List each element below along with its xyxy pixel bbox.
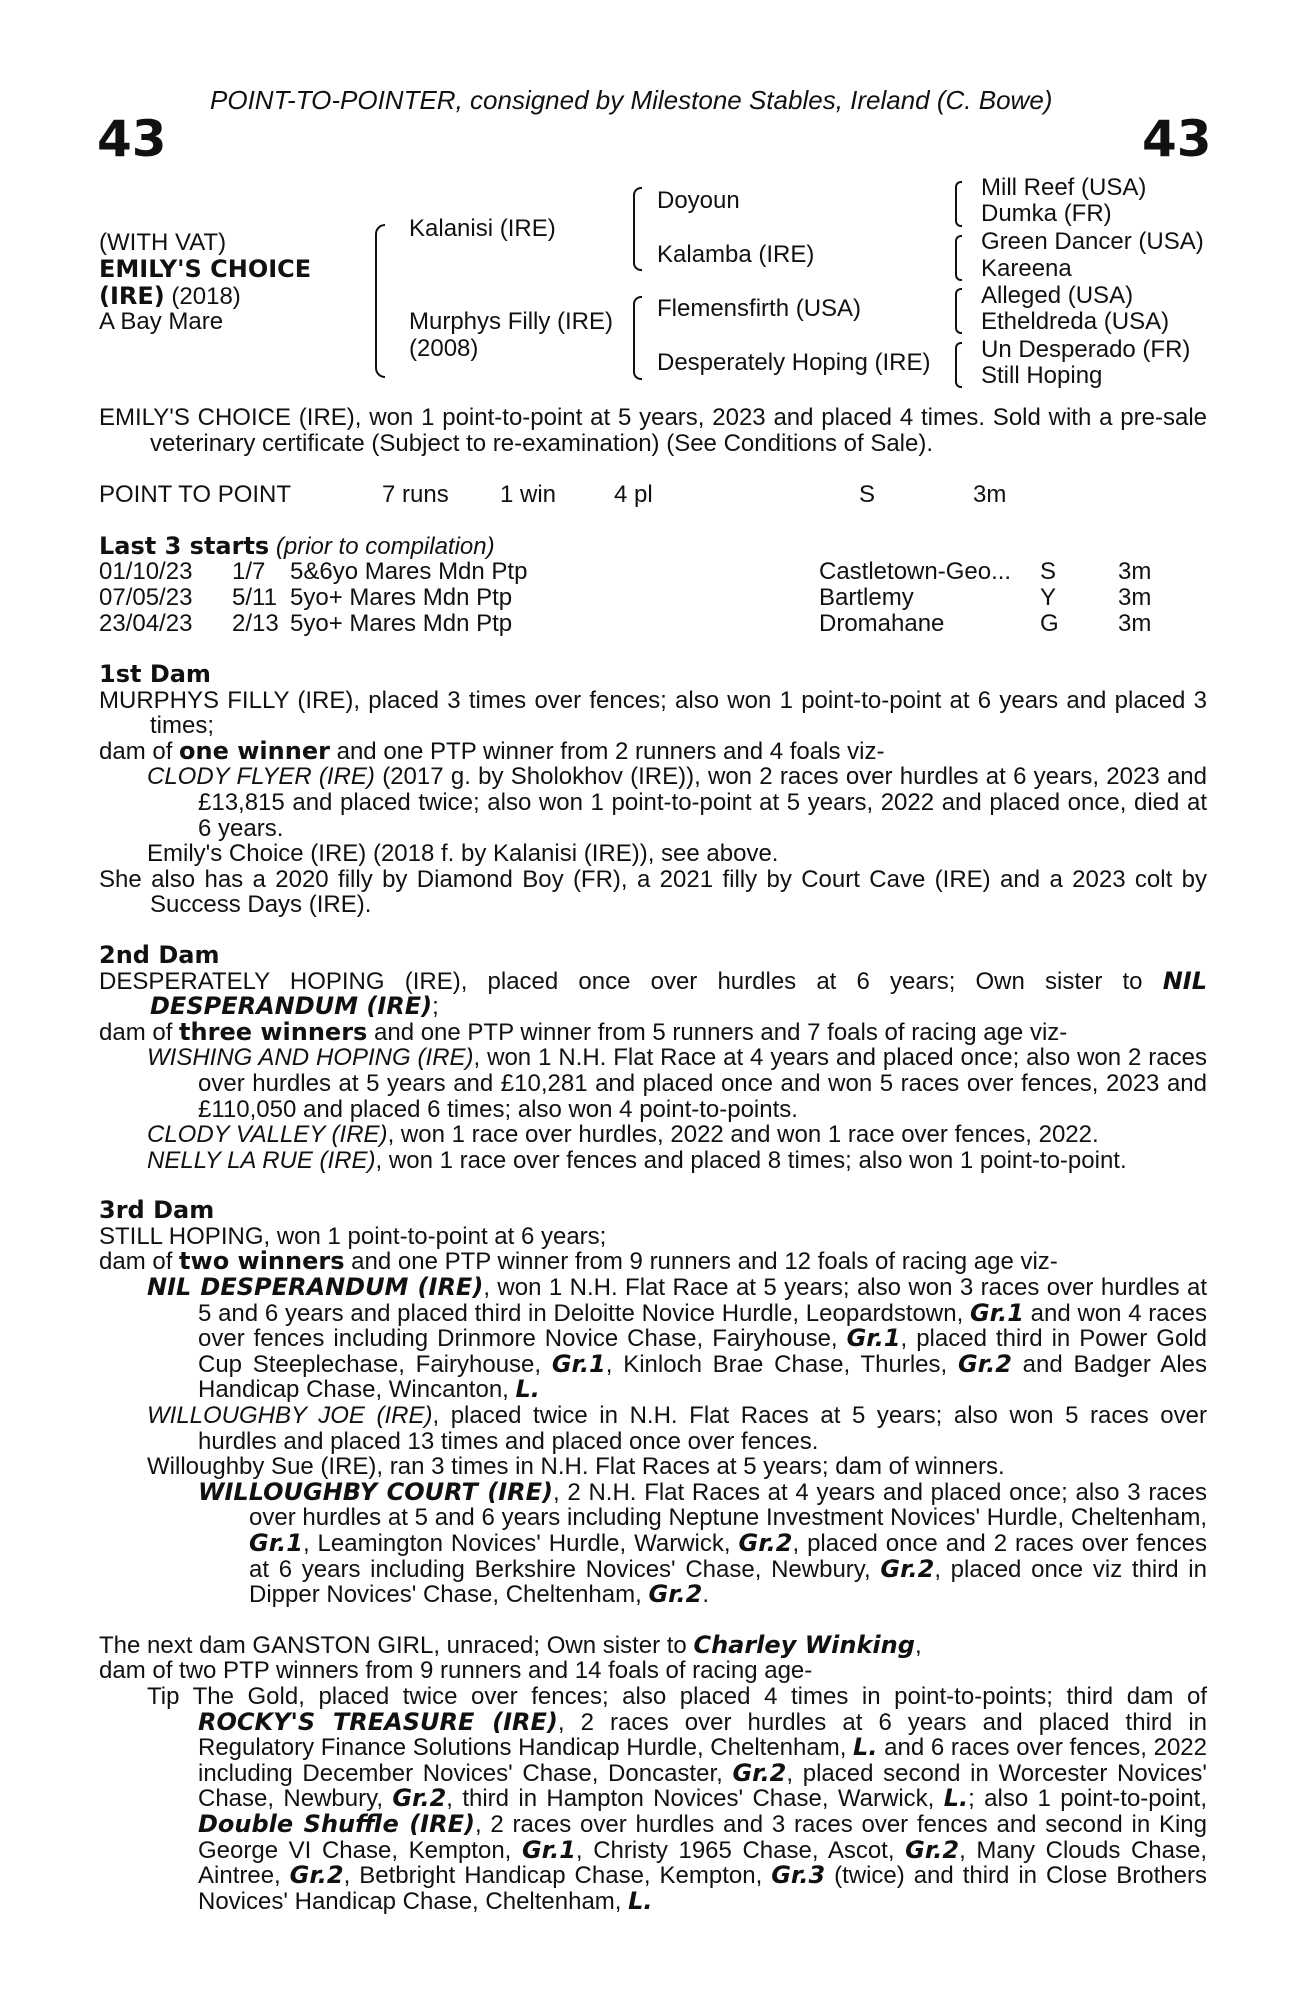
progeny-name: Double Shuffle (IRE) xyxy=(198,1809,475,1838)
dam2-heading: 2nd Dam xyxy=(99,940,220,969)
next-dam-progeny xyxy=(99,1684,1207,1914)
progeny-text: , placed third in Power Gold Cup Steeplechase, Fairyhouse, xyxy=(198,1325,1207,1378)
progeny-name: WILLOUGHBY JOE (IRE) xyxy=(147,1402,433,1430)
grade: L. xyxy=(628,1886,653,1915)
progeny-text: , Christy 1965 Chase, Ascot, xyxy=(575,1836,906,1864)
dam2-winners: three winners xyxy=(179,1017,368,1046)
pedigree-ddd: Still Hoping xyxy=(981,362,1103,389)
progeny-text: and 6 races over fences, 2022 including December Novices' Chase, Doncaster, xyxy=(198,1734,1207,1787)
dam1-intro: MURPHYS FILLY (IRE), placed 3 times over fences; also won 1 point-to-point at 6 years and placed 3 times; xyxy=(99,686,1207,740)
progeny-name: NELLY LA RUE (IRE) xyxy=(147,1146,376,1174)
progeny-text: and Badger Ales Handicap Chase, Wincanton, xyxy=(198,1350,1207,1404)
progeny-text: , won 1 N.H. Flat Race at 5 years; also won 3 races over hurdles at 5 and 6 years and placed third in Deloitte Novice Hurdle, Leopardstown, xyxy=(198,1274,1208,1327)
brace-g4 xyxy=(955,342,962,388)
grade: Gr.1 xyxy=(521,1835,576,1864)
next-intro-a: The next dam GANSTON GIRL, unraced; Own sister to xyxy=(99,1631,694,1659)
start-dist: 3m xyxy=(1118,558,1152,585)
progeny-text: , Kinloch Brae Chase, Thurles, xyxy=(605,1350,958,1378)
dam3-progeny-2 xyxy=(99,1403,1207,1454)
pedigree-dds: Un Desperado (FR) xyxy=(981,336,1191,363)
grade: Gr.1 xyxy=(969,1298,1024,1327)
dam1-winners: one winner xyxy=(179,736,330,765)
grade: Gr.2 xyxy=(880,1554,935,1583)
dam3-progeny-1 xyxy=(99,1275,1207,1403)
lot-number-right: 43 xyxy=(1142,110,1212,168)
dam2-sister: NIL DESPERANDUM (IRE) xyxy=(150,966,1207,1021)
start-going: Y xyxy=(1040,584,1057,611)
dam2-progeny-1 xyxy=(99,1045,1207,1122)
progeny-text: , won 1 race over fences and placed 8 times; also won 1 point-to-point. xyxy=(375,1146,1127,1174)
grade: Gr.2 xyxy=(648,1580,703,1609)
progeny-name: CLODY FLYER (IRE) xyxy=(147,763,375,791)
progeny-text: , 2 N.H. Flat Races at 4 years and placed once; also 3 races over hurdles at 5 and 6 years including Neptune Investment Novices' Hurdle, Cheltenham, xyxy=(249,1478,1208,1532)
progeny-text: , 2 races over hurdles at 6 years and placed third in Regulatory Finance Solutions Handicap Hurdle, Cheltenham, xyxy=(198,1708,1208,1762)
grade: Gr.1 xyxy=(846,1324,901,1353)
progeny-name: NIL DESPERANDUM (IRE) xyxy=(147,1273,484,1302)
dam3-damof-a: dam of xyxy=(99,1248,180,1276)
dam2-progeny-3 xyxy=(99,1148,1207,1174)
horse-suffix-line xyxy=(99,283,241,310)
start-date: 01/10/23 xyxy=(99,558,193,585)
dam2-damof xyxy=(99,1017,1207,1046)
progeny-text: , third in Hampton Novices' Chase, Warwick, xyxy=(446,1785,944,1813)
start-dist: 3m xyxy=(1118,584,1152,611)
progeny-name: CLODY VALLEY (IRE) xyxy=(147,1121,388,1149)
ptp-wins: 1 win xyxy=(500,481,557,508)
spacer xyxy=(99,918,1207,943)
grade: Gr.1 xyxy=(249,1529,303,1557)
last-starts-note: (prior to compilation) xyxy=(275,533,495,560)
brace-g2 xyxy=(955,235,962,281)
grade: Gr.2 xyxy=(957,1349,1012,1378)
progeny-text: . xyxy=(702,1581,710,1609)
pedigree-ss: Doyoun xyxy=(657,187,740,214)
progeny-name: ROCKY'S TREASURE (IRE) xyxy=(198,1707,558,1736)
horse-description: A Bay Mare xyxy=(99,308,224,335)
start-going: S xyxy=(1040,558,1057,585)
grade: L. xyxy=(943,1784,969,1813)
summary xyxy=(99,405,1207,456)
progeny-text: , placed second in Worcester Novices' Chase, Newbury, xyxy=(198,1759,1208,1813)
progeny-text: , won 1 N.H. Flat Race at 4 years and placed once; also won 2 races over hurdles at 5 years and £10,281 and placed once and won 5 races over fences, 2023 and £110,050 and placed 6 times; also won 4 point-to-points. xyxy=(198,1044,1207,1123)
progeny-text: , 2 races over hurdles and 3 races over fences and second in King George VI Chase, Kempton, xyxy=(198,1810,1207,1864)
progeny-text: , placed once and 2 races over fences at 6 years including Berkshire Novices' Chase, Newbury, xyxy=(249,1530,1207,1583)
ptp-label: POINT TO POINT xyxy=(99,481,292,508)
grade: Gr.2 xyxy=(392,1784,447,1813)
ptp-distance: 3m xyxy=(973,481,1007,508)
pedigree-dsd: Etheldreda (USA) xyxy=(981,308,1170,335)
lot-number-left: 43 xyxy=(97,110,167,168)
brace-dam-parents xyxy=(633,296,642,380)
progeny-name: WISHING AND HOPING (IRE) xyxy=(147,1044,474,1072)
pedigree-ds: Flemensfirth (USA) xyxy=(657,295,862,322)
start-course: Dromahane xyxy=(819,610,945,637)
last-starts-title: Last 3 starts xyxy=(99,532,270,560)
dam1-progeny-1 xyxy=(99,764,1207,841)
pedigree-dam: Murphys Filly (IRE) xyxy=(409,308,614,335)
progeny-text: ; also 1 point-to-point, xyxy=(968,1785,1207,1813)
start-race: 5yo+ Mares Mdn Ptp xyxy=(290,610,513,637)
dam1-heading: 1st Dam xyxy=(99,660,211,688)
next-sister: Charley Winking xyxy=(693,1630,915,1659)
pedigree-sd: Kalamba (IRE) xyxy=(657,241,815,268)
progeny-text: (2017 g. by Sholokhov (IRE)), won 2 races over hurdles at 6 years, 2023 and £13,815 and placed twice; also won 1 point-to-point at 5 years, 2022 and placed once, died at 6 years. xyxy=(198,763,1207,842)
progeny-text: Tip The Gold, placed twice over fences; also placed 4 times in point-to-points; third dam of xyxy=(147,1682,1207,1710)
spacer xyxy=(99,1173,1207,1198)
progeny-text: and won 4 races over fences including Drinmore Novice Chase, Fairyhouse, xyxy=(198,1299,1207,1353)
brace-g3 xyxy=(955,288,962,334)
progeny-text: , won 1 race over hurdles, 2022 and won 1 race over fences, 2022. xyxy=(387,1121,1099,1149)
page-header: POINT-TO-POINTER, consigned by Milestone Stables, Ireland (C. Bowe) xyxy=(210,85,1053,115)
dam1-progeny-2: Emily's Choice (IRE) (2018 f. by Kalanisi (IRE)), see above. xyxy=(147,840,779,868)
grade: Gr.1 xyxy=(551,1349,606,1378)
dam3-intro: STILL HOPING, won 1 point-to-point at 6 years; xyxy=(99,1222,607,1250)
start-pos: 2/13 xyxy=(232,610,279,637)
dam3-damof-c: and one PTP winner from 9 runners and 12 foals of racing age viz- xyxy=(344,1248,1058,1276)
start-course: Castletown-Geo... xyxy=(819,558,1012,585)
dam3-winners: two winners xyxy=(179,1247,345,1276)
spacer xyxy=(99,1608,1207,1633)
start-going: G xyxy=(1040,610,1059,637)
dam3-progeny-3: Willoughby Sue (IRE), ran 3 times in N.H. Flat Races at 5 years; dam of winners. xyxy=(147,1453,1005,1481)
dam2-intro-a: DESPERATELY HOPING (IRE), placed once over hurdles at 6 years; Own sister to xyxy=(99,967,1163,995)
grade: Gr.2 xyxy=(738,1529,793,1557)
start-pos: 5/11 xyxy=(232,584,277,611)
grade: L. xyxy=(515,1375,540,1404)
start-race: 5yo+ Mares Mdn Ptp xyxy=(290,584,513,611)
next-dam-damof: dam of two PTP winners from 9 runners and 14 foals of racing age- xyxy=(99,1657,813,1685)
progeny-text: , placed once viz third in Dipper Novices' Chase, Cheltenham, xyxy=(249,1555,1207,1609)
dam2-progeny-2 xyxy=(99,1122,1207,1148)
grade: Gr.2 xyxy=(289,1861,344,1890)
progeny-text: , placed twice in N.H. Flat Races at 5 years; also won 5 races over hurdles and placed 13 times and placed once over fences. xyxy=(198,1402,1207,1455)
horse-year: (2018) xyxy=(171,283,241,310)
last-starts-heading xyxy=(99,533,495,560)
progeny-name: WILLOUGHBY COURT (IRE) xyxy=(198,1477,554,1506)
progeny-text: , Betbright Handicap Chase, Kempton, xyxy=(343,1862,772,1890)
progeny-text: , Leamington Novices' Hurdle, Warwick, xyxy=(302,1530,739,1557)
summary-text: EMILY'S CHOICE (IRE), won 1 point-to-point at 5 years, 2023 and placed 4 times. Sold with a pre-sale veterinary certificate (Subject to re-examination) (See Conditions of Sale). xyxy=(99,404,1207,457)
pedigree-sire: Kalanisi (IRE) xyxy=(409,215,556,242)
start-pos: 1/7 xyxy=(232,558,266,585)
dam2-intro-c: ; xyxy=(432,993,439,1021)
grade: Gr.3 xyxy=(771,1861,826,1890)
dam1-damof-a: dam of xyxy=(99,737,180,765)
progeny-text: (twice) and third in Close Brothers Novices' Handicap Chase, Cheltenham, xyxy=(198,1862,1207,1915)
dam3-damof xyxy=(99,1249,1207,1275)
family-text xyxy=(99,662,1207,1914)
dam2-damof-c: and one PTP winner from 5 runners and 7 foals of racing age viz- xyxy=(367,1018,1068,1046)
brace-sire-dam xyxy=(375,224,385,378)
start-dist: 3m xyxy=(1118,610,1152,637)
grade: L. xyxy=(853,1733,878,1762)
horse-name: EMILY'S CHOICE xyxy=(99,255,312,283)
dam3-heading: 3rd Dam xyxy=(99,1196,215,1225)
start-date: 23/04/23 xyxy=(99,610,193,637)
ptp-placed: 4 pl xyxy=(614,481,653,508)
brace-sire-parents xyxy=(633,187,642,271)
next-dam-intro xyxy=(99,1630,1207,1659)
grade: Gr.2 xyxy=(905,1835,960,1864)
grade: Gr.2 xyxy=(732,1758,787,1787)
brace-g1 xyxy=(955,181,962,227)
pedigree-sds: Green Dancer (USA) xyxy=(981,228,1204,255)
dam1-damof-c: and one PTP winner from 2 runners and 4 foals viz- xyxy=(329,737,885,765)
ptp-going: S xyxy=(859,481,876,508)
dam2-damof-a: dam of xyxy=(99,1018,180,1046)
start-course: Bartlemy xyxy=(819,584,914,611)
dam3-grandprogeny-1 xyxy=(99,1477,1208,1609)
next-intro-c: , xyxy=(914,1631,922,1659)
ptp-runs: 7 runs xyxy=(382,481,449,508)
dam1-note: She also has a 2020 filly by Diamond Boy (FR), a 2021 filly by Court Cave (IRE) and a 2023 colt by Success Days (IRE). xyxy=(99,865,1207,919)
pedigree-sdd: Kareena xyxy=(981,255,1072,282)
pedigree-dd: Desperately Hoping (IRE) xyxy=(657,349,931,376)
pedigree-dss: Alleged (USA) xyxy=(981,282,1134,309)
vat-note: (WITH VAT) xyxy=(99,229,227,256)
dam1-damof xyxy=(99,736,1207,765)
dam2-intro xyxy=(99,966,1207,1021)
progeny-text: , Many Clouds Chase, Aintree, xyxy=(198,1836,1208,1890)
pedigree-ssd: Dumka (FR) xyxy=(981,200,1112,227)
start-date: 07/05/23 xyxy=(99,584,193,611)
horse-country: (IRE) xyxy=(99,282,165,310)
pedigree-sss: Mill Reef (USA) xyxy=(981,174,1147,201)
start-race: 5&6yo Mares Mdn Ptp xyxy=(290,558,528,585)
pedigree-dam-year: (2008) xyxy=(409,335,479,362)
